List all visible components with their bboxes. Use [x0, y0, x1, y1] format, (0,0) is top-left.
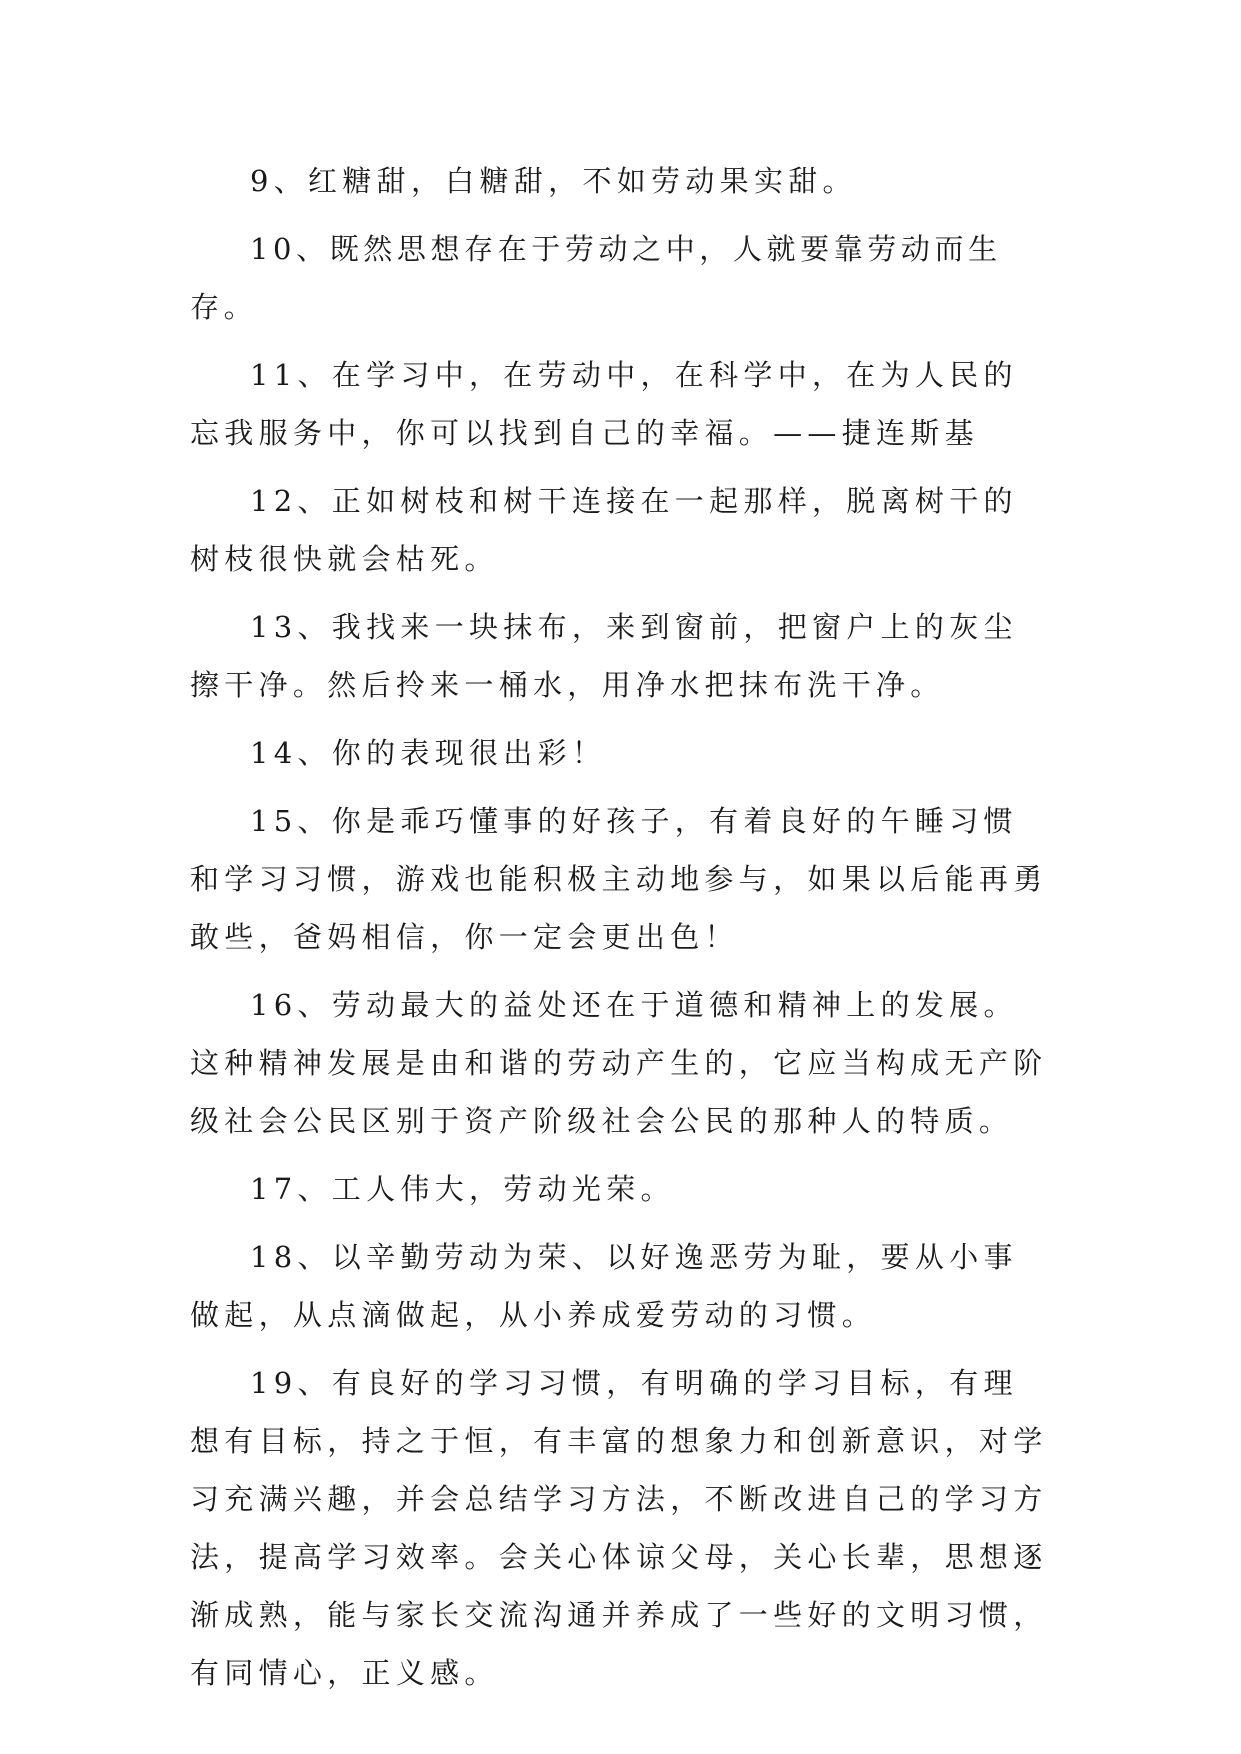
paragraph-13: 13、我找来一块抹布，来到窗前，把窗户上的灰尘擦干净。然后拎来一桶水，用净水把抹布洗干净。 — [190, 610, 1018, 702]
paragraph-17: 17、工人伟大，劳动光荣。 — [250, 1172, 675, 1206]
paragraph-15: 15、你是乖巧懂事的好孩子，有着良好的午睡习惯和学习习惯，游戏也能积极主动地参与，如果以后能再勇敢些，爸妈相信，你一定会更出色！ — [190, 804, 1048, 954]
paragraph-11: 11、在学习中，在劳动中，在科学中，在为人民的忘我服务中，你可以找到自己的幸福。——捷连斯基 — [190, 358, 1018, 450]
paragraph-12: 12、正如树枝和树干连接在一起那样，脱离树干的树枝很快就会枯死。 — [190, 484, 1018, 576]
paragraph-19: 19、有良好的学习习惯，有明确的学习目标，有理想有目标，持之于恒，有丰富的想象力和创新意识，对学习充满兴趣，并会总结学习方法，不断改进自己的学习方法，提高学习效率。会关心体谅父母，关心长辈，思想逐渐成熟，能与家长交流沟通并养成了一些好的文明习惯，有同情心，正义感。 — [190, 1366, 1048, 1690]
paragraph-16: 16、劳动最大的益处还在于道德和精神上的发展。这种精神发展是由和谐的劳动产生的，它应当构成无产阶级社会公民区别于资产阶级社会公民的那种人的特质。 — [190, 988, 1048, 1138]
paragraph-9: 9、红糖甜，白糖甜，不如劳动果实甜。 — [250, 164, 857, 198]
paragraph-10: 10、既然思想存在于劳动之中，人就要靠劳动而生存。 — [190, 232, 1002, 324]
paragraph-18: 18、以辛勤劳动为荣、以好逸恶劳为耻，要从小事做起，从点滴做起，从小养成爱劳动的习惯。 — [190, 1240, 1018, 1332]
document-body — [190, 152, 1050, 1712]
paragraph-14: 14、你的表现很出彩！ — [250, 736, 607, 770]
